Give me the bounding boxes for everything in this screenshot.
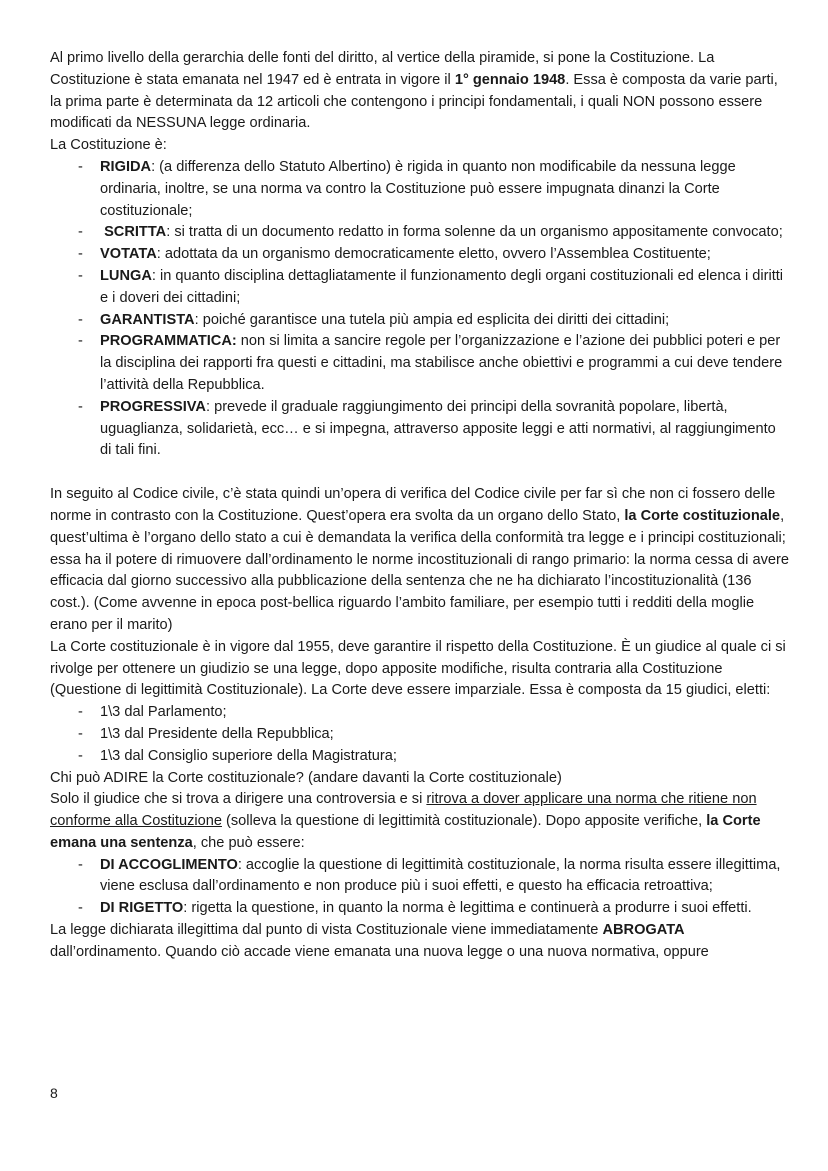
list-item: - DI RIGETTO: rigetta la questione, in quanto la norma è legittima e continuerà a produrre i suoi effetti.: [50, 898, 790, 920]
entry-date: 1° gennaio 1948: [454, 71, 566, 88]
intro-lead: La Costituzione è:: [50, 137, 167, 154]
page-number: 8: [50, 1085, 58, 1101]
list-item: - 1\3 dal Presidente della Repubblica;: [50, 724, 790, 746]
list-item: - GARANTISTA: poiché garantisce una tutela più ampia ed esplicita dei diritti dei cittadini;: [50, 310, 790, 332]
list-item: - PROGRAMMATICA: non si limita a sancire regole per l’organizzazione e l’azione dei pubblici poteri e per la disciplina dei rapporti fra questi e cittadini, ma stabilisce anche obiettivi e programmi a cui deve tendere l’attività della Repubblica.: [50, 331, 790, 396]
sentence-types-list: [50, 855, 790, 920]
list-item: - 1\3 dal Parlamento;: [50, 702, 790, 724]
list-item: - LUNGA: in quanto disciplina dettagliatamente il funzionamento degli organi costituzionali ed elenca i diritti e i doveri dei cittadini;: [50, 266, 790, 310]
list-item: - 1\3 dal Consiglio superiore della Magistratura;: [50, 746, 790, 768]
list-item: - RIGIDA: (a differenza dello Statuto Albertino) è rigida in quanto non modificabile da nessuna legge ordinaria, inoltre, se una norma va contro la Costituzione può essere impugnata dinanzi la Corte costituzionale;: [50, 157, 790, 222]
corte-composition-paragraph: La Corte costituzionale è in vigore dal 1955, deve garantire il rispetto della Costituzione. È un giudice al quale ci si rivolge per ottenere un giudizio se una legge, dopo apposite modifiche, risulta contraria alla Costituzione (Questione di legittimità Costituzionale). La Corte deve essere imparziale. Essa è composta da 15 giudici, eletti:: [50, 638, 786, 699]
adire-question: Chi può ADIRE la Corte costituzionale? (andare davanti la Corte costituzionale): [50, 769, 562, 786]
document-page: [50, 48, 790, 964]
paragraph-spacer: [50, 462, 790, 484]
characteristics-list: [50, 157, 790, 462]
list-item: - SCRITTA: si tratta di un documento redatto in forma solenne da un organismo appositamente convocato;: [50, 222, 790, 244]
underlined-text: ritrova a dover applicare una norma che ritiene non conforme alla Costituzione: [50, 791, 757, 830]
list-item: - DI ACCOGLIMENTO: accoglie la questione di legittimità costituzionale, la norma risulta essere illegittima, viene esclusa dall’ordinamento e non produce più i suoi effetti, e questo ha efficacia retroattiva;: [50, 855, 790, 899]
closing-paragraph: La legge dichiarata illegittima dal punto di vista Costituzionale viene immediatamente ABROGATA dall’ordinamento. Quando ciò accade viene emanata una nuova legge o una nuova normativa, oppure: [50, 922, 709, 960]
sentence-paragraph: Solo il giudice che si trova a dirigere una controversia e si ritrova a dover applicare una norma che ritiene non conforme alla Costituzione (solleva la questione di legittimità costituzionale). Dopo apposite verifiche, la Corte emana una sentenza, che può essere:: [50, 791, 761, 851]
judges-list: [50, 702, 790, 767]
corte-paragraph: In seguito al Codice civile, c’è stata quindi un’opera di verifica del Codice civile per far sì che non ci fossero delle norme in contrasto con la Costituzione. Quest’opera era svolta da un organo dello Stato, la Corte costituzionale, quest’ultima è l’organo dello stato a cui è demandata la verifica della conformità tra legge e i principi costituzionali; essa ha il potere di rimuovere dall’ordinamento le norme incostituzionali di rango primario: la norma cessa di avere efficacia dal giorno successivo alla pubblicazione della sentenza che ne ha dichiarato l’incostituzionalità (136 cost.). (Come avvenne in epoca post-bellica riguardo l’ambito familiare, per esempio tutti i redditi della moglie erano per il marito): [50, 486, 789, 633]
list-item: - VOTATA: adottata da un organismo democraticamente eletto, ovvero l’Assemblea Costituente;: [50, 244, 790, 266]
intro-paragraph: Al primo livello della gerarchia delle fonti del diritto, al vertice della piramide, si pone la Costituzione. La Costituzione è stata emanata nel 1947 ed è entrata in vigore il 1° gennaio 1948. Essa è composta da varie parti, la prima parte è determinata da 12 articoli che contengono i principi fondamentali, i quali NON possono essere modificati da NESSUNA legge ordinaria.: [50, 50, 778, 132]
list-item: - PROGRESSIVA: prevede il graduale raggiungimento dei principi della sovranità popolare, libertà, uguaglianza, solidarietà, ecc… e si impegna, attraverso apposite leggi e atti normativi, al raggiungimento di tali fini.: [50, 397, 790, 462]
